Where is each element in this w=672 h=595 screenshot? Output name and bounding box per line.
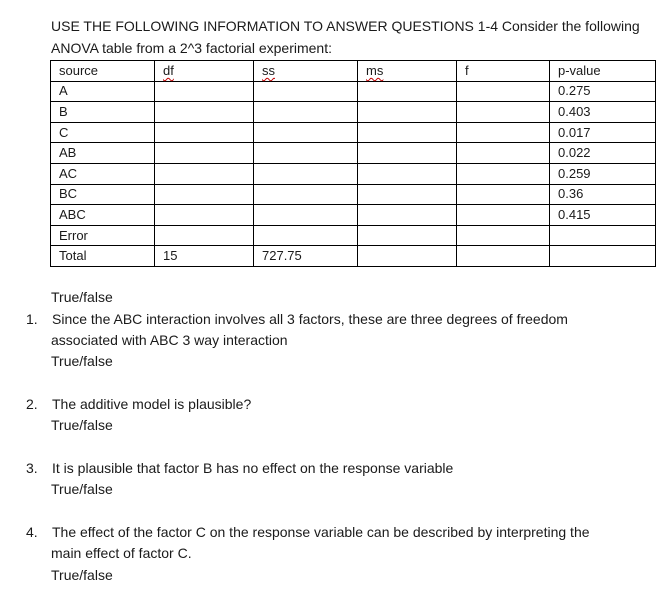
cell-f — [457, 225, 550, 246]
cell-p-value: 0.022 — [550, 143, 656, 164]
cell-ss — [254, 163, 358, 184]
cell-p-value: 0.275 — [550, 81, 656, 102]
table-row — [51, 184, 656, 205]
question-4-line-2: main effect of factor C. — [51, 545, 192, 561]
cell-df — [155, 102, 254, 123]
cell-ms — [358, 163, 457, 184]
cell-f — [457, 246, 550, 267]
question-1-line-2: associated with ABC 3 way interaction — [51, 332, 288, 348]
cell-ms — [358, 205, 457, 226]
cell-df — [155, 205, 254, 226]
cell-f — [457, 102, 550, 123]
cell-p-value: 0.415 — [550, 205, 656, 226]
cell-df — [155, 184, 254, 205]
table-row — [51, 225, 656, 246]
question-3-line-1: It is plausible that factor B has no effect on the response variable — [52, 460, 454, 476]
header-df-label: df — [163, 62, 174, 78]
question-3-answer: True/false — [51, 481, 113, 497]
cell-f — [457, 81, 550, 102]
cell-source: A — [51, 81, 155, 102]
cell-ms — [358, 81, 457, 102]
cell-source: BC — [51, 184, 155, 205]
question-4-line-1: The effect of the factor C on the response variable can be described by interpreting the — [52, 524, 590, 540]
question-2-line-1: The additive model is plausible? — [52, 396, 252, 412]
question-4-answer: True/false — [51, 567, 113, 583]
cell-p-value: 0.36 — [550, 184, 656, 205]
cell-ms — [358, 184, 457, 205]
cell-ss — [254, 184, 358, 205]
table-row — [51, 102, 656, 123]
question-1-line-1: Since the ABC interaction involves all 3 factors, these are three degrees of freedom — [52, 311, 568, 327]
cell-ss — [254, 205, 358, 226]
cell-p-value: 0.259 — [550, 163, 656, 184]
cell-p-value: 0.403 — [550, 102, 656, 123]
cell-f — [457, 143, 550, 164]
cell-p-value: 0.017 — [550, 122, 656, 143]
question-1-answer: True/false — [51, 353, 113, 369]
header-f: f — [457, 61, 550, 82]
cell-ss — [254, 81, 358, 102]
cell-f — [457, 205, 550, 226]
cell-ss — [254, 122, 358, 143]
cell-source: AC — [51, 163, 155, 184]
intro-line-1: USE THE FOLLOWING INFORMATION TO ANSWER QUESTIONS 1-4 Consider the following — [51, 18, 640, 34]
question-3-number: 3. — [26, 460, 38, 476]
header-ms — [358, 61, 457, 82]
cell-ms — [358, 143, 457, 164]
cell-df — [155, 122, 254, 143]
cell-ss — [254, 225, 358, 246]
question-2-answer: True/false — [51, 417, 113, 433]
cell-p-value — [550, 246, 656, 267]
pre-question-label: True/false — [51, 289, 113, 305]
table-row — [51, 81, 656, 102]
cell-ss: 727.75 — [254, 246, 358, 267]
header-source: source — [51, 61, 155, 82]
cell-source: Total — [51, 246, 155, 267]
cell-f — [457, 184, 550, 205]
cell-df — [155, 143, 254, 164]
cell-df — [155, 225, 254, 246]
cell-source: Error — [51, 225, 155, 246]
anova-table — [50, 60, 656, 267]
cell-p-value — [550, 225, 656, 246]
intro-line-2: ANOVA table from a 2^3 factorial experiment: — [51, 40, 332, 56]
question-1-number: 1. — [26, 311, 38, 327]
question-4-number: 4. — [26, 524, 38, 540]
cell-ms — [358, 122, 457, 143]
table-row — [51, 122, 656, 143]
header-ss-label: ss — [262, 62, 275, 78]
cell-source: C — [51, 122, 155, 143]
header-p-value: p-value — [550, 61, 656, 82]
cell-ss — [254, 143, 358, 164]
cell-ms — [358, 102, 457, 123]
cell-source: AB — [51, 143, 155, 164]
header-df — [155, 61, 254, 82]
header-ss — [254, 61, 358, 82]
table-row — [51, 205, 656, 226]
cell-f — [457, 163, 550, 184]
cell-df — [155, 163, 254, 184]
cell-source: ABC — [51, 205, 155, 226]
question-2-number: 2. — [26, 396, 38, 412]
cell-ss — [254, 102, 358, 123]
header-ms-label: ms — [366, 62, 384, 78]
cell-source: B — [51, 102, 155, 123]
cell-df — [155, 81, 254, 102]
table-row — [51, 163, 656, 184]
cell-ms — [358, 225, 457, 246]
table-row — [51, 246, 656, 267]
table-row — [51, 143, 656, 164]
cell-f — [457, 122, 550, 143]
cell-ms — [358, 246, 457, 267]
table-header-row — [51, 61, 656, 82]
cell-df: 15 — [155, 246, 254, 267]
